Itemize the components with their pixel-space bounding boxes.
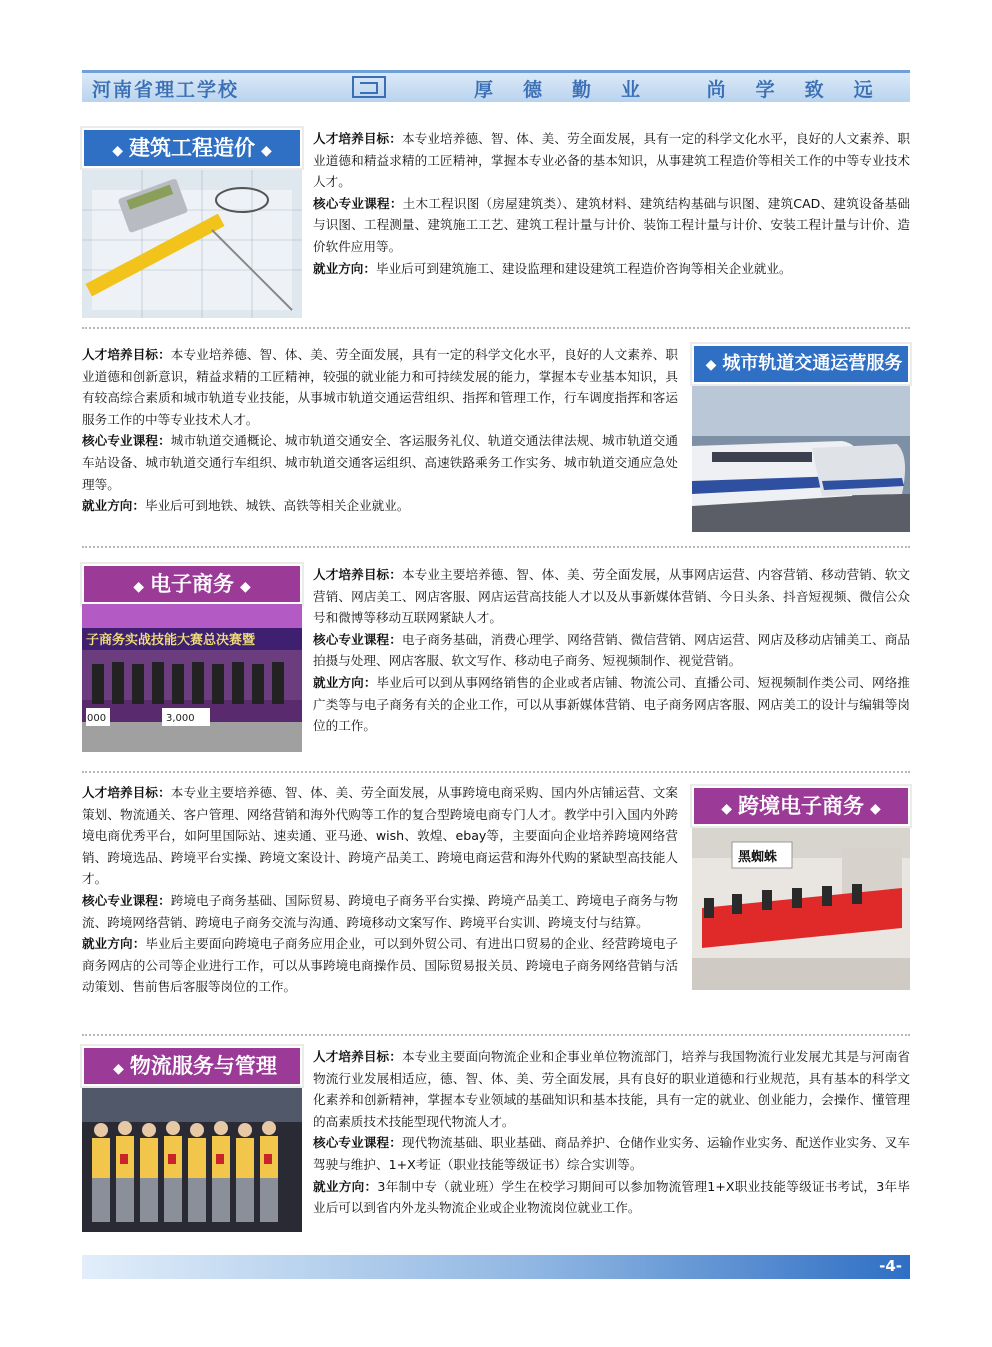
section-text-construction: 人才培养目标：本专业培养德、智、体、美、劳全面发展，具有一定的科学文化水平，良好的人文素养、职业道德和精益求精的工匠精神，掌握本专业必备的基本知识，从事建筑工程造价等相关工作的中等专业技术人才。 核心专业课程：土木工程识图（房屋建筑类）、建筑材料、建筑结构基础与识图、建筑CAD、建筑设备基础与识图、工程测量、建筑施工工艺、建筑工程计量与计价、装饰工程计量与计价、安装工程计量与计价、造价软件应用等。 就业方向：毕业后可到建筑施工、建设监理和建设建筑工程造价咨询等相关企业就业。 xyxy=(313,131,911,276)
svg-text:000: 000 xyxy=(87,713,107,724)
section-title-logistics: ◆ 物流服务与管理 xyxy=(82,1046,302,1086)
svg-text:3,000: 3,000 xyxy=(166,713,195,724)
section-text-rail: 人才培养目标：本专业培养德、智、体、美、劳全面发展，具有一定的科学文化水平，良好的人文素养、职业道德和创新意识，精益求精的工匠精神，较强的就业能力和可持续发展的能力，掌握本专业基本知识，具有较高综合素质和城市轨道专业技能，从事城市轨道交通运营组织、指挥和管理工作，行车调度指挥和客运服务工作的中等专业技术人才。 核心专业课程：城市轨道交通概论、城市轨道交通安全、客运服务礼仪、轨道交通法律法规、城市轨道交通车站设备、城市轨道交通行车组织、城市轨道交通客运组织、高速铁路乘务工作实务、城市轨道交通应急处理等。 就业方向：毕业后可到地铁、城铁、高铁等相关企业就业。 xyxy=(82,347,679,514)
divider xyxy=(82,1034,910,1036)
page-footer xyxy=(82,1255,910,1279)
school-logo-icon xyxy=(352,76,386,98)
school-name: 河南省理工学校 xyxy=(92,79,240,101)
school-motto: 厚德勤业 尚学致远 xyxy=(474,79,903,101)
photo-ecommerce xyxy=(82,604,302,752)
photo-crossborder xyxy=(692,828,910,990)
section-title-rail: ◆ 城市轨道交通运营服务 xyxy=(692,344,910,384)
page-number: -4- xyxy=(879,1257,902,1275)
page-header xyxy=(82,70,910,102)
photo-construction xyxy=(82,170,302,318)
divider xyxy=(82,546,910,548)
divider xyxy=(82,327,910,329)
section-title-crossborder: ◆ 跨境电子商务 ◆ xyxy=(692,786,910,826)
photo-banner-text: 子商务实战技能大赛总决赛暨 xyxy=(86,633,256,648)
divider xyxy=(82,771,910,773)
photo-logistics xyxy=(82,1088,302,1232)
section-text-crossborder: 人才培养目标：本专业主要培养德、智、体、美、劳全面发展，从事跨境电商采购、国内外店铺运营、文案策划、物流通关、客户管理、网络营销和海外代购等工作的复合型跨境电商专门人才。教学中引入国内外跨境电商优秀平台，如阿里国际站、速卖通、亚马逊、wish、敦煌、ebay等，主要面向企业培养跨境网络营销、跨境选品、跨境平台实操、跨境文案设计、跨境产品美工、跨境电商运营和海外代购的紧缺型高技能人才。 核心专业课程：跨境电子商务基础、国际贸易、跨境电子商务平台实操、跨境产品美工、跨境电子商务与物流、跨境网络营销、跨境电子商务交流与沟通、跨境移动文案写作、跨境平台实训、跨境支付与结算。 就业方向：毕业后主要面向跨境电子商务应用企业，可以到外贸公司、有进出口贸易的企业、经营跨境电子商务网店的公司等企业进行工作，可以从事跨境电商操作员、国际贸易报关员、跨境电子商务网络营销与活动策划、售前售后客服等岗位的工作。 xyxy=(82,785,679,995)
section-text-ecommerce: 人才培养目标：本专业主要培养德、智、体、美、劳全面发展，从事网店运营、内容营销、移动营销、软文营销、网店美工、网店客服、网店运营高技能人才以及从事新媒体营销、今日头条、抖音短视频、微信公众号和微博等移动互联网紧缺人才。 核心专业课程：电子商务基础，消费心理学、网络营销、微信营销、网店运营、网店及移动店铺美工、商品拍摄与处理、网店客服、软文写作、移动电子商务、短视频制作、视觉营销。 就业方向：毕业后可以到从事网络销售的企业或者店铺、物流公司、直播公司、短视频制作类公司、网络推广类等与电子商务有关的企业工作，可以从事新媒体营销、电子商务网店客服、网店美工的设计与编辑等岗位的工作。 xyxy=(313,567,911,734)
photo-rail xyxy=(692,386,910,532)
section-text-logistics: 人才培养目标：本专业主要面向物流企业和企事业单位物流部门，培养与我国物流行业发展尤其是与河南省物流行业发展相适应，德、智、体、美、劳全面发展，具有良好的职业道德和行业规范，具有基本的科学文化素养和创新精神，掌握本专业领域的基础知识和基本技能，具有一定的就业、创业能力，会操作、懂管理的高素质技术技能型现代物流人才。 核心专业课程：现代物流基础、职业基础、商品养护、仓储作业实务、运输作业实务、配送作业实务、叉车驾驶与维护、1+X考证（职业技能等级证书）综合实训等。 就业方向：3年制中专（就业班）学生在校学习期间可以参加物流管理1+X职业技能等级证书考试，3年毕业后可以到省内外龙头物流企业或企业物流岗位就业工作。 xyxy=(313,1049,911,1216)
section-title-ecommerce: ◆ 电子商务 ◆ xyxy=(82,564,302,604)
photo-sign-text: 黑蜘蛛 xyxy=(738,850,778,865)
section-title-construction: ◆ 建筑工程造价 ◆ xyxy=(82,128,302,168)
